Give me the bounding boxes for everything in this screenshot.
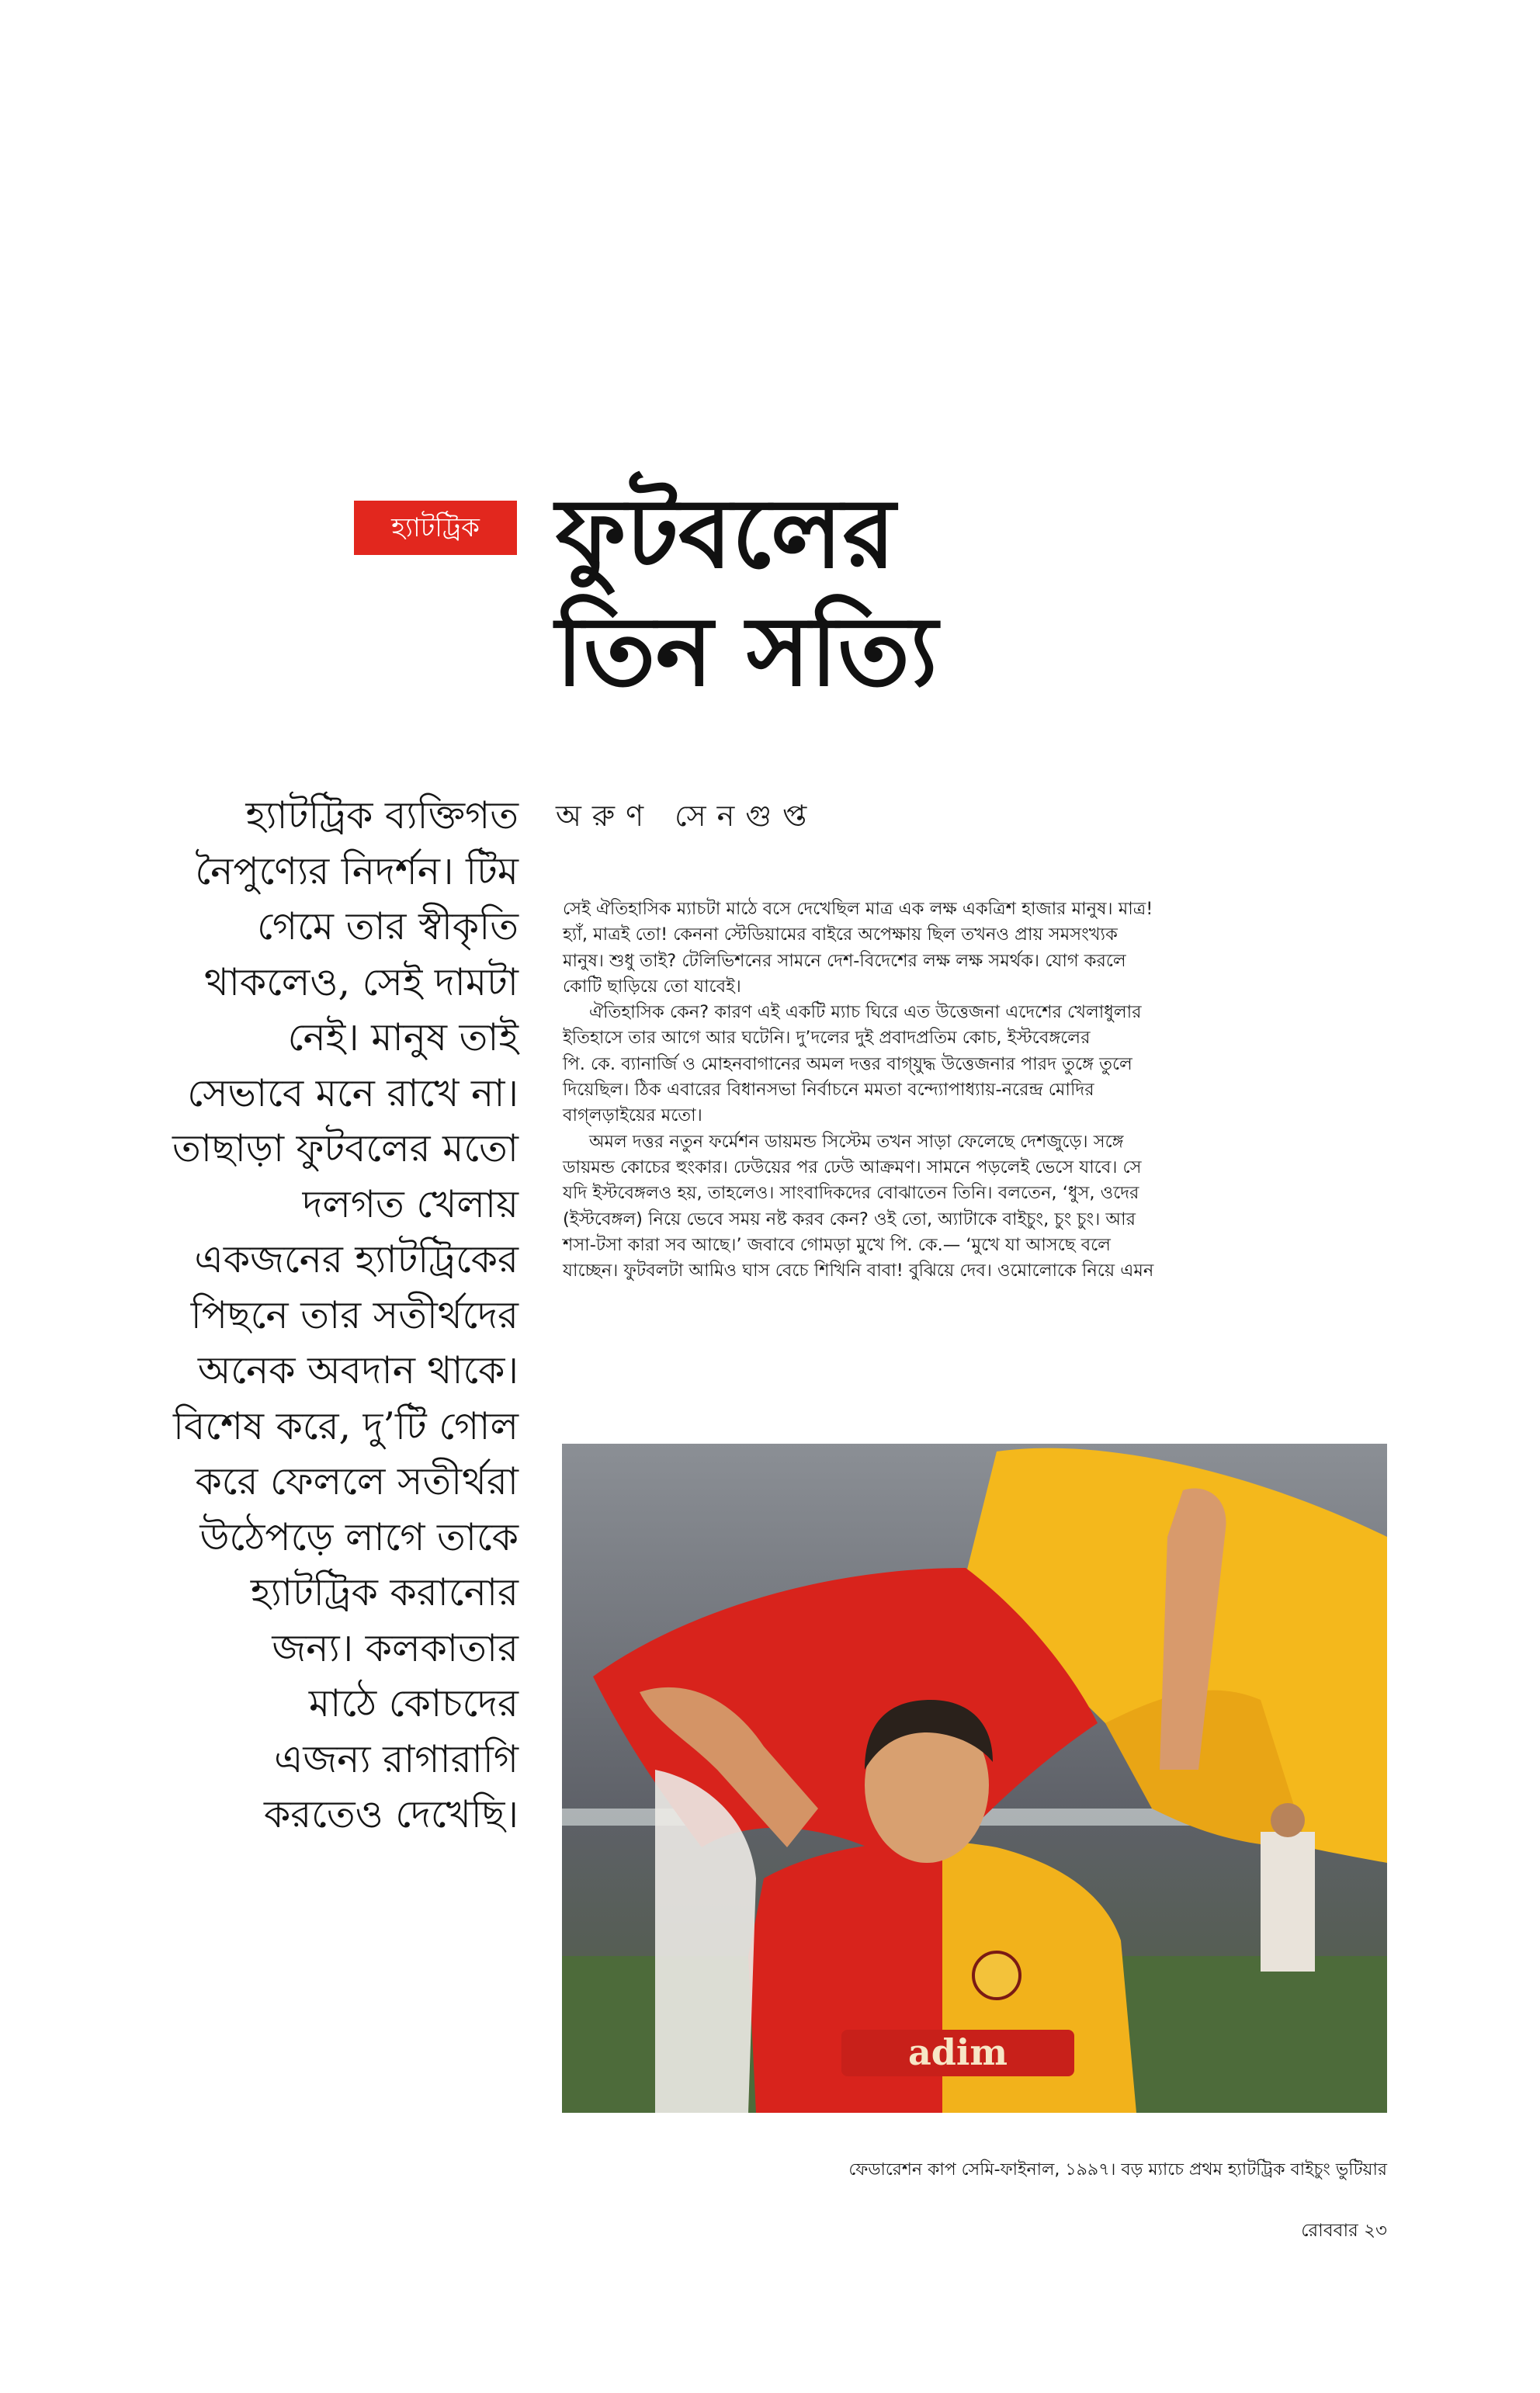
body-line: যদি ইস্টবেঙ্গলও হয়, তাহলেও। সাংবাদিকদের বোঝাতেন তিনি। বলতেন, ‘ধুস, ওদের [563,1183,1139,1204]
match-photo [562,1444,1387,2113]
bystander-right-head [1271,1803,1305,1837]
pullquote-line: এজন্য রাগারাগি [274,1736,519,1781]
section-tag: হ্যাটট্রিক [354,501,517,555]
body-line: যাচ্ছেন। ফুটবলটা আমিও ঘাস বেচে শিখিনি বাবা! বুঝিয়ে দেব। ওমোলোকে নিয়ে এমন [563,1261,1154,1281]
pullquote-line: তাছাড়া ফুটবলের মতো [172,1126,519,1170]
pullquote-line: মাঠে কোচদের [308,1681,519,1725]
headline-line-1: ফুটবলের [556,477,896,590]
headline-line-2: তিন সত্যি [556,595,938,708]
photo-caption: ফেডারেশন কাপ সেমি-ফাইনাল, ১৯৯৭। বড় ম্যাচে প্রথম হ্যাটট্রিক বাইচুং ভুটিয়ার [848,2160,1387,2180]
body-line: মানুষ। শুধু তাই? টেলিভিশনের সামনে দেশ-বিদেশের লক্ষ লক্ষ সমর্থক। যোগ করলে [563,950,1126,971]
pullquote-line: সেভাবে মনে রাখে না। [187,1070,519,1115]
article-body [563,897,1417,1284]
headline [556,475,990,711]
body-line: দিয়েছিল। ঠিক এবারের বিধানসভা নির্বাচনে মমতা বন্দ্যোপাধ্যায়-নরেন্দ্র মোদির [563,1080,1094,1101]
body-line: ডায়মন্ড কোচের হুংকার। ঢেউয়ের পর ঢেউ আক্রমণ। সামনে পড়লেই ভেসে যাবে। সে [563,1157,1142,1177]
body-line: পি. কে. ব্যানার্জি ও মোহনবাগানের অমল দত্তর বাগ্‌যুদ্ধ উত্তেজনার পারদ তুঙ্গে তুলে [563,1053,1132,1074]
body-line: সেই ঐতিহাসিক ম্যাচটা মাঠে বসে দেখেছিল মাত্র এক লক্ষ একত্রিশ হাজার মানুষ। মাত্র! [563,899,1153,919]
pullquote-line: দলগত খেলায় [302,1181,519,1226]
club-crest [973,1952,1020,1999]
pullquote-line: গেমে তার স্বীকৃতি [257,904,519,949]
body-line: বাগ্‌লড়াইয়ের মতো। [563,1105,702,1126]
pullquote-line: একজনের হ্যাটট্রিকের [194,1237,519,1281]
pullquote-line: নেই। মানুষ তাই [287,1015,519,1060]
pull-quote [93,788,519,1843]
body-line: শসা-টসা কারা সব আছে।’ জবাবে গোমড়া মুখে পি. কে.— ‘মুখে যা আসছে বলে [563,1234,1111,1255]
pullquote-line: বিশেষ করে, দু’টি গোল [173,1403,519,1448]
pullquote-line: করে ফেললে সতীর্থরা [195,1459,519,1503]
bystander-right [1261,1832,1315,1972]
body-line: হ্যাঁ, মাত্রই তো! কেননা স্টেডিয়ামের বাইরে অপেক্ষায় ছিল তখনও প্রায় সমসংখ্যক [563,924,1118,945]
pullquote-line: উঠেপড়ে লাগে তাকে [199,1514,519,1559]
body-line: ইতিহাসে তার আগে আর ঘটেনি। দু’দলের দুই প্রবাদপ্রতিম কোচ, ইস্টবেঙ্গলের [563,1028,1091,1049]
pullquote-line: করতেও দেখেছি। [263,1792,519,1836]
body-line: ঐতিহাসিক কেন? কারণ এই একটি ম্যাচ ঘিরে এত উত্তেজনা এদেশের খেলাধুলার [589,1002,1142,1023]
body-line: (ইস্টবেঙ্গল) নিয়ে ভেবে সময় নষ্ট করব কেন? ওই তো, অ্যাটাকে বাইচুং, চুং চুং। আর [563,1209,1136,1229]
pullquote-line: জন্য। কলকাতার [272,1625,519,1670]
body-line: কোটি ছাড়িয়ে তো যাবেই। [563,976,741,997]
pullquote-line: হ্যাটট্রিক করানোর [250,1570,519,1614]
body-line: অমল দত্তর নতুন ফর্মেশন ডায়মন্ড সিস্টেম তখন সাড়া ফেলেছে দেশজুড়ে। সঙ্গে [589,1131,1124,1152]
pullquote-line: পিছনে তার সতীর্থদের [190,1292,519,1337]
pullquote-line: থাকলেও, সেই দামটা [203,959,519,1004]
pullquote-line: অনেক অবদান থাকে। [197,1348,519,1392]
pullquote-line: হ্যাটট্রিক ব্যক্তিগত [245,793,519,838]
pullquote-line: নৈপুণ্যের নিদর্শন। টিম [195,848,519,893]
page-folio: রোববার ২৩ [1301,2221,1387,2241]
jersey-sponsor-text: adim [907,2031,1008,2073]
photo-illustration [562,1444,1387,2113]
byline: অরুণ সেনগুপ্ত [556,799,818,833]
